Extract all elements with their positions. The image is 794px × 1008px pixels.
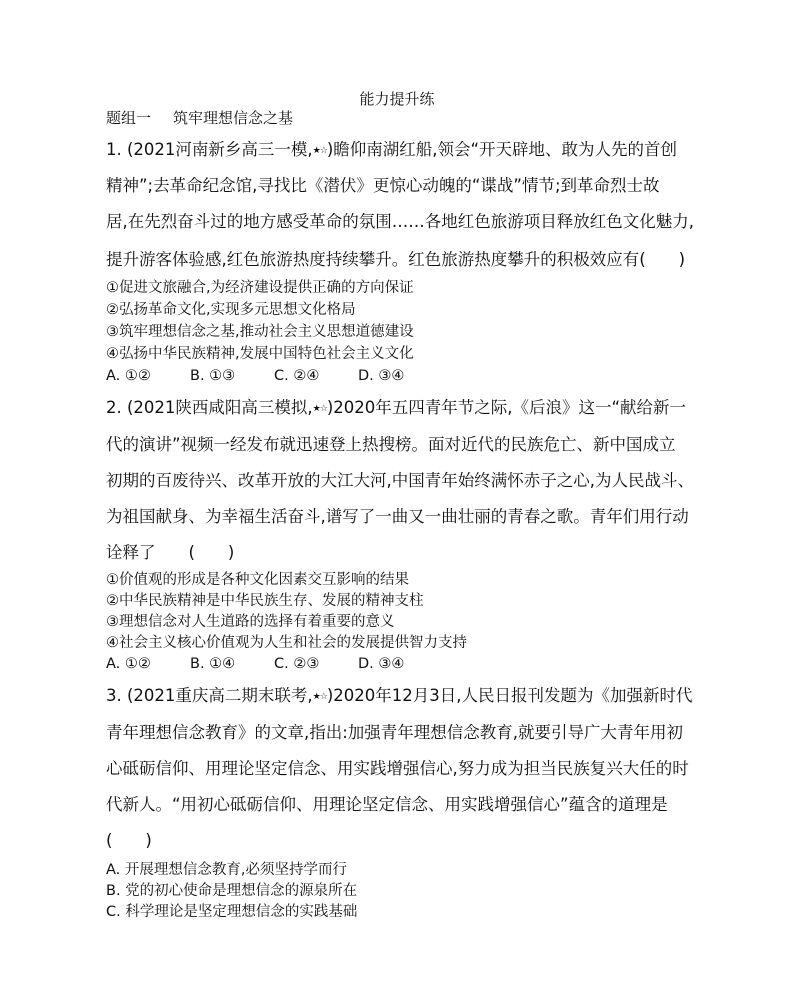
q2-item: ②中华民族精神是中华民族生存、发展的精神支柱 [106, 593, 424, 609]
q1-option-d: D. ③④ [358, 368, 405, 384]
q1-item: ②弘扬革命文化,实现多元思想文化格局 [106, 302, 356, 318]
q1-line-4: 提升游客体验感,红色旅游热度持续攀升。红色旅游热度攀升的积极效应有( ) [106, 250, 686, 269]
q2-line-3: 初期的百废待兴、改革开放的大江大河,中国青年始终满怀赤子之心,为人民战斗、 [106, 471, 694, 490]
q1-line-2: 精神”;去革命纪念馆,寻找比《潜伏》更惊心动魄的“谍战”情节;到革命烈士故 [106, 176, 660, 195]
group-heading [106, 108, 293, 128]
difficulty-stars-icon: ★☆ [312, 404, 327, 414]
q1-options [106, 366, 404, 386]
q2-line-4: 为祖国献身、为幸福生活奋斗,谱写了一曲又一曲壮丽的青春之歌。青年们用行动 [106, 507, 689, 526]
q2-option-d: D. ③④ [358, 656, 405, 672]
q3-line-2: 青年理想信念教育》的文章,指出:加强青年理想信念教育,就要引导广大青年用初 [106, 723, 684, 742]
q3-line-4: 代新人。“用初心砥砺信仰、用理论坚定信念、用实践增强信心”蕴含的道理是 [106, 795, 668, 814]
q2-item: ①价值观的形成是各种文化因素交互影响的结果 [106, 572, 409, 588]
q1-item: ①促进文旅融合,为经济建设提供正确的方向保证 [106, 280, 414, 296]
q2-line-5: 诠释了 ( ) [106, 543, 235, 562]
q3-option-b: B. 党的初心使命是理想信念的源泉所在 [106, 883, 358, 899]
q1-text: )瞻仰南湖红船,领会“开天辟地、敢为人先的首创 [326, 140, 678, 159]
difficulty-stars-icon: ★☆ [312, 146, 327, 156]
q2-option-c: C. ②③ [274, 656, 320, 672]
q1-number: 1. (2021河南新乡高三一模, [106, 140, 313, 159]
q3-line-5: ( ) [106, 831, 152, 850]
q2-options [106, 654, 404, 674]
q2-option-b: B. ①④ [190, 656, 236, 672]
q2-item: ③理想信念对人生道路的选择有着重要的意义 [106, 614, 395, 630]
difficulty-stars-icon: ★☆ [312, 692, 327, 702]
page-title: 能力提升练 [359, 90, 435, 108]
q3-line-3: 心砥砺信仰、用理论坚定信念、用实践增强信心,努力成为担当民族复兴大任的时 [106, 759, 689, 778]
q2-item: ④社会主义核心价值观为人生和社会的发展提供智力支持 [106, 635, 467, 651]
q3-option-a: A. 开展理想信念教育,必须坚持学而行 [106, 862, 347, 878]
q1-item: ④弘扬中华民族精神,发展中国特色社会主义文化 [106, 346, 414, 362]
q2-line-1 [106, 398, 686, 419]
q1-option-a: A. ①② [106, 368, 151, 384]
q1-item: ③筑牢理想信念之基,推动社会主义思想道德建设 [106, 324, 414, 340]
group-label: 题组一 [106, 109, 152, 127]
q1-option-c: C. ②④ [274, 368, 320, 384]
q3-option-c: C. 科学理论是坚定理想信念的实践基础 [106, 904, 358, 920]
q3-line-1 [106, 686, 692, 707]
q2-option-a: A. ①② [106, 656, 151, 672]
q1-option-b: B. ①③ [190, 368, 236, 384]
q2-number: 2. (2021陕西咸阳高三模拟, [106, 398, 313, 417]
q1-line-1 [106, 140, 677, 161]
q3-number: 3. (2021重庆高二期末联考, [106, 686, 313, 705]
q2-text: )2020年五四青年节之际,《后浪》这一“献给新一 [326, 398, 687, 417]
q2-line-2: 代的演讲”视频一经发布就迅速登上热搜榜。面对近代的民族危亡、新中国成立 [106, 435, 676, 454]
q1-line-3: 居,在先烈奋斗过的地方感受革命的氛围……各地红色旅游项目释放红色文化魅力, [106, 212, 694, 231]
group-name: 筑牢理想信念之基 [173, 109, 294, 127]
q3-text: )2020年12月3日,人民日报刊发题为《加强新时代 [326, 686, 693, 705]
